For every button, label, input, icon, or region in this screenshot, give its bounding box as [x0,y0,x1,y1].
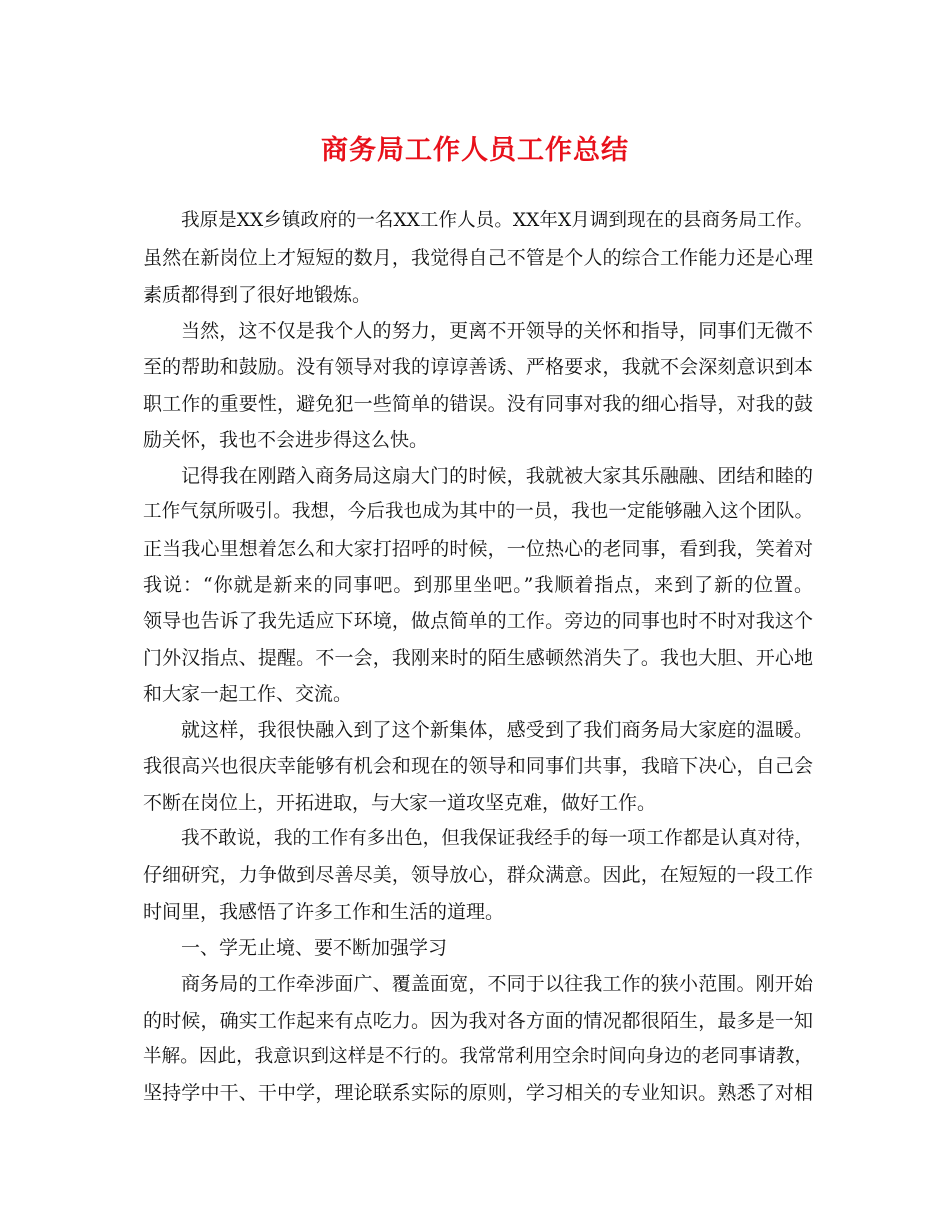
text-line: 和大家一起工作、交流。 [143,683,353,705]
text-line: 领导也告诉了我先适应下环境，做点简单的工作。旁边的同事也时不时对我这个 [143,610,813,632]
text-line: 虽然在新岗位上才短短的数月，我觉得自己不管是个人的综合工作能力还是心理 [143,247,813,269]
document-title: 商务局工作人员工作总结 [321,135,629,166]
text-line: 半解。因此，我意识到这样是不行的。我常常利用空余时间向身边的老同事请教， [143,1046,813,1067]
text-line: 至的帮助和鼓励。没有领导对我的谆谆善诱、严格要求，我就不会深刻意识到本 [143,356,813,378]
text-line: 仔细研究，力争做到尽善尽美，领导放心，群众满意。因此，在短短的一段工作 [143,864,813,886]
text-line: 工作气氛所吸引。我想，今后我也成为其中的一员，我也一定能够融入这个团队。 [143,501,813,522]
text-line: 门外汉指点、提醒。不一会，我刚来时的陌生感顿然消失了。我也大胆、开心地 [143,647,813,669]
text-line: 坚持学中干、干中学，理论联系实际的原则，学习相关的专业知识。熟悉了对相 [143,1082,813,1104]
text-line: 就这样，我很快融入到了这个新集体，感受到了我们商务局大家庭的温暖。 [181,719,813,741]
text-line: 正当我心里想着怎么和大家打招呼的时候，一位热心的老同事，看到我，笑着对 [143,538,813,560]
text-line: 我不敢说，我的工作有多出色，但我保证我经手的每一项工作都是认真对待， [181,828,813,849]
text-line: 记得我在刚踏入商务局这扇大门的时候，我就被大家其乐融融、团结和睦的 [181,465,813,487]
text-line: 素质都得到了很好地锻炼。 [143,284,372,306]
text-line: 我原是XX乡镇政府的一名XX工作人员。XX年X月调到现在的县商务局工作。 [181,210,813,231]
text-line: 不断在岗位上，开拓进取，与大家一道攻坚克难，做好工作。 [143,792,657,814]
text-line: 时间里，我感悟了许多工作和生活的道理。 [143,901,505,923]
text-line: 商务局的工作牵涉面广、覆盖面宽，不同于以往我工作的狭小范围。刚开始 [181,973,813,995]
text-line: 我很高兴也很庆幸能够有机会和现在的领导和同事们共事，我暗下决心，自己会 [143,755,813,777]
text-line: 我说：“你就是新来的同事吧。到那里坐吧。”我顺着指点，来到了新的位置。 [143,574,813,596]
text-line: 励关怀，我也不会进步得这么快。 [143,429,429,451]
section-heading: 一、学无止境、要不断加强学习 [181,937,448,959]
text-line: 的时候，确实工作起来有点吃力。因为我对各方面的情况都很陌生，最多是一知 [143,1010,813,1032]
text-line: 当然，这不仅是我个人的努力，更离不开领导的关怀和指导，同事们无微不 [181,320,813,342]
text-line: 职工作的重要性，避免犯一些简单的错误。没有同事对我的细心指导，对我的鼓 [143,393,813,415]
